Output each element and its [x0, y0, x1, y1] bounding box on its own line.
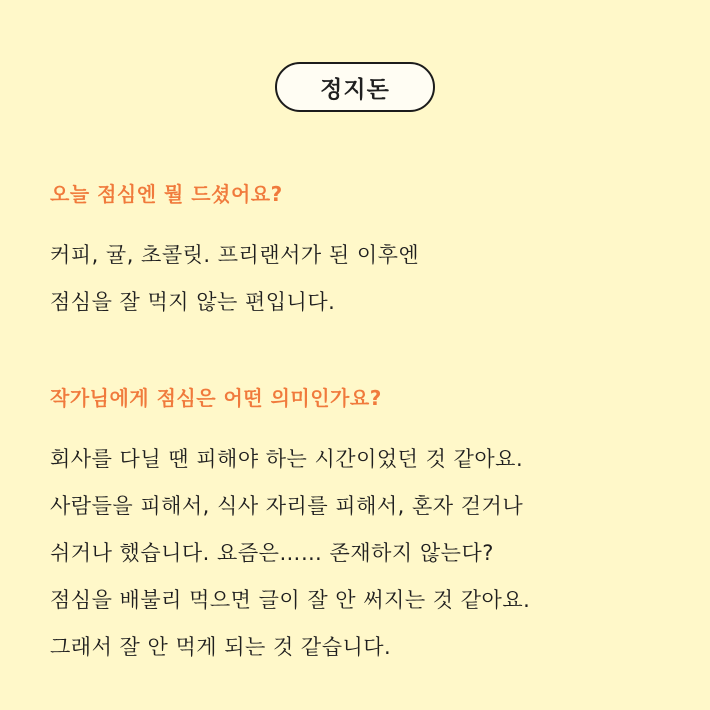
answer-2-line: 쉬거나 했습니다. 요즘은…… 존재하지 않는다?	[50, 541, 494, 565]
answer-2-line: 점심을 배불리 먹으면 글이 잘 안 써지는 것 같아요.	[50, 588, 531, 612]
question-1: 오늘 점심엔 뭘 드셨어요?	[50, 182, 283, 206]
answer-2-line: 그래서 잘 안 먹게 되는 것 같습니다.	[50, 635, 392, 659]
answer-1	[50, 232, 419, 326]
answer-1-line: 점심을 잘 먹지 않는 편입니다.	[50, 290, 336, 314]
author-name-badge	[275, 62, 435, 112]
answer-1-line: 커피, 귤, 초콜릿. 프리랜서가 된 이후엔	[50, 243, 420, 267]
author-name: 정지돈	[320, 76, 390, 103]
answer-2-line: 사람들을 피해서, 식사 자리를 피해서, 혼자 걷거나	[50, 494, 524, 518]
question-2: 작가님에게 점심은 어떤 의미인가요?	[50, 386, 382, 410]
answer-2-line: 회사를 다닐 땐 피해야 하는 시간이었던 것 같아요.	[50, 447, 524, 471]
answer-2	[50, 436, 530, 671]
